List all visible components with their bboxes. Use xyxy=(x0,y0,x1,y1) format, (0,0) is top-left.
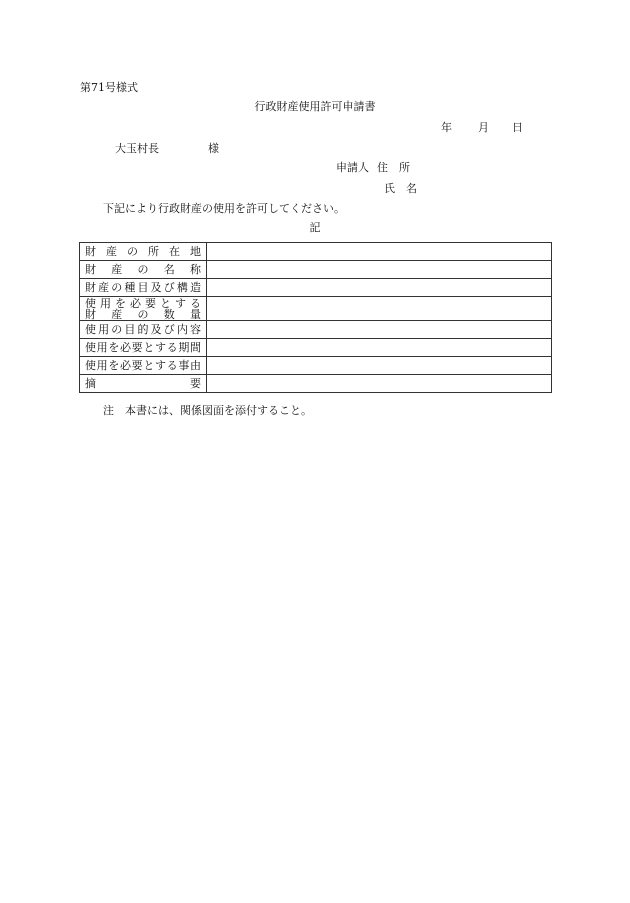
row-usage-reason-value[interactable] xyxy=(207,357,552,375)
addressee-honorific: 様 xyxy=(208,142,219,155)
form-number: 第71号様式 xyxy=(80,81,138,94)
label-line: 財産の名称 xyxy=(85,263,201,276)
row-property-quantity-value[interactable] xyxy=(207,297,552,321)
table-row xyxy=(80,279,552,297)
row-property-type-structure-label xyxy=(80,279,207,297)
note-text: 注 本書には、関係図面を添付すること。 xyxy=(103,404,312,417)
label-line: 使用を必要とする事由 xyxy=(85,359,201,372)
label-line: 財産の数量 xyxy=(85,307,201,321)
label-line: 摘要 xyxy=(85,377,201,390)
row-usage-purpose-value[interactable] xyxy=(207,321,552,339)
row-usage-period-value[interactable] xyxy=(207,339,552,357)
table-row xyxy=(80,261,552,279)
row-usage-period-label xyxy=(80,339,207,357)
page-title: 行政財産使用許可申請書 xyxy=(254,100,376,113)
request-text: 下記により行政財産の使用を許可してください。 xyxy=(103,202,345,215)
label-line: 使用を必要とする xyxy=(85,296,201,310)
date-day-label: 日 xyxy=(512,121,523,134)
label-line: 使用を必要とする期間 xyxy=(85,341,201,354)
ki-heading: 記 xyxy=(309,221,321,234)
row-property-name-label xyxy=(80,261,207,279)
applicant-name-label: 氏 名 xyxy=(384,182,417,195)
row-property-quantity-label xyxy=(80,297,207,321)
applicant-label: 申請人 xyxy=(336,161,369,174)
date-month-label: 月 xyxy=(478,121,489,134)
table-row xyxy=(80,297,552,321)
row-property-location-label xyxy=(80,243,207,261)
date-year-label: 年 xyxy=(441,121,452,134)
addressee-name: 大玉村長 xyxy=(115,142,159,155)
table-row xyxy=(80,339,552,357)
label-line: 使用の目的及び内容 xyxy=(85,323,201,336)
label-line: 財産の種目及び構造 xyxy=(85,281,201,294)
table-row xyxy=(80,357,552,375)
row-usage-reason-label xyxy=(80,357,207,375)
table-row xyxy=(80,321,552,339)
table-row xyxy=(80,375,552,393)
label-line: 財産の所在地 xyxy=(85,245,201,258)
row-property-type-structure-value[interactable] xyxy=(207,279,552,297)
row-property-location-value[interactable] xyxy=(207,243,552,261)
row-remarks-label xyxy=(80,375,207,393)
row-usage-purpose-label xyxy=(80,321,207,339)
row-remarks-value[interactable] xyxy=(207,375,552,393)
row-property-name-value[interactable] xyxy=(207,261,552,279)
application-form-table xyxy=(79,242,552,393)
table-row xyxy=(80,243,552,261)
applicant-address-label: 住 所 xyxy=(377,161,410,174)
